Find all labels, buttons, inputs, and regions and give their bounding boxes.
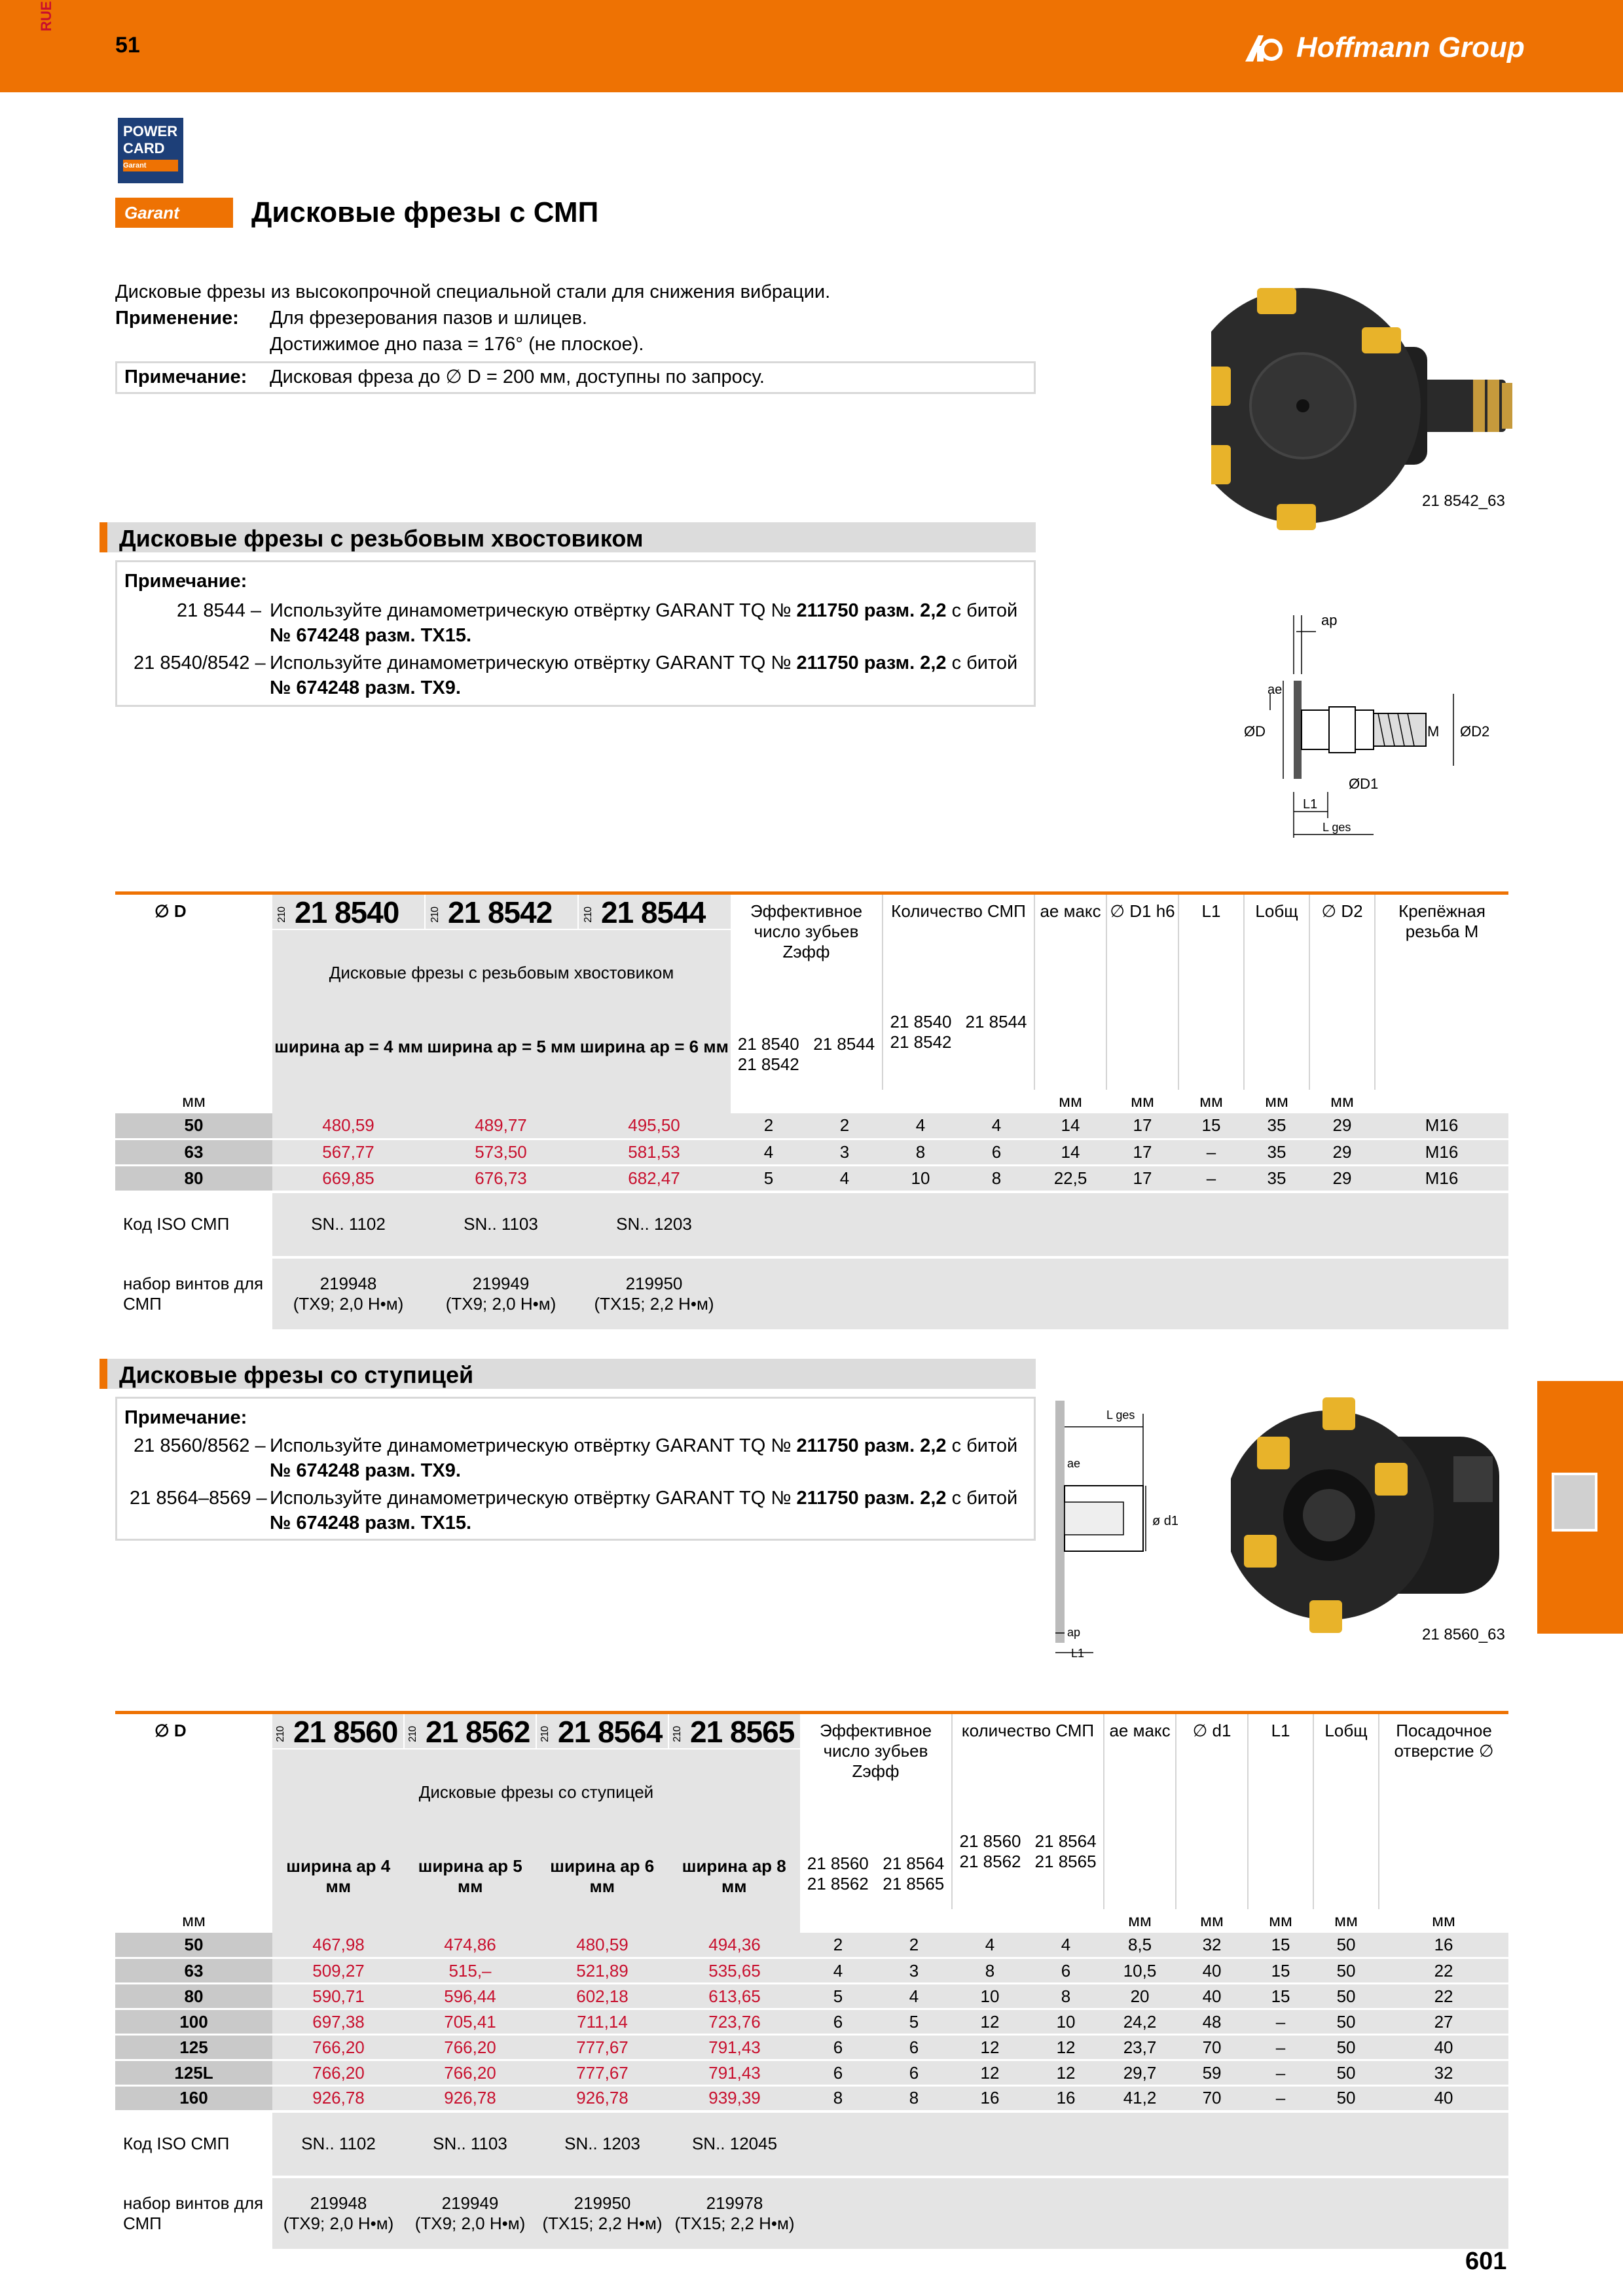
article-number[interactable]: 210 21 8544 [577,895,731,929]
cell: 5 [876,2009,952,2035]
note-text: с битой [951,1435,1018,1456]
iso-code: SN.. 1102 [301,2134,376,2153]
article-number[interactable]: 210 21 8564 [536,1714,668,1748]
brand-name: Hoffmann Group [1296,31,1525,63]
table2-inserts-header: количество СМП 21 8560 21 8564 21 8562 21 8565 [952,1713,1104,1909]
price-cell[interactable]: 766,20 [405,2035,536,2060]
cell: 32 [1379,2060,1508,2086]
cell: 2 [876,1933,952,1958]
section1-note-panel [115,560,1036,707]
hoffmann-group-logo[interactable] [1244,31,1525,64]
section2-header [100,1359,1036,1389]
table1-inserts-header: Количество СМП 21 8540 21 8544 21 8542 [883,893,1034,1090]
table-row [115,2009,1508,2035]
section2-title: Дисковые фрезы со ступицей [119,1361,474,1388]
cell: 2 [731,1113,807,1139]
cell: 22 [1379,1958,1508,1984]
section1-note1-line2: № 674248 разм. TX15. [270,625,472,646]
page-title: Дисковые фрезы с СМП [251,196,599,228]
table-row [115,1139,1508,1166]
price-cell[interactable]: 777,67 [536,2060,669,2086]
price-cell[interactable]: 676,73 [424,1166,577,1192]
power-card-badge [118,118,183,183]
cell: 70 [1176,2086,1248,2111]
cell: 5 [800,1984,876,2009]
cell: 6 [800,2060,876,2086]
screw-set[interactable]: 219949 (TX9; 2,0 Н•м) [445,1273,556,1314]
cell: 16 [1379,1933,1508,1958]
page-number-bottom: 601 [1465,2248,1507,2275]
price-cell[interactable]: 669,85 [272,1166,424,1192]
cell: 15 [1178,1113,1244,1139]
article-number[interactable]: 210 21 8542 [424,895,577,929]
page-number-top: 51 [115,33,140,58]
photo2-caption: 21 8560_63 [1422,1626,1505,1643]
svg-text:L1: L1 [1071,1647,1085,1660]
row-diameter: 80 [115,1166,272,1192]
cell: 32 [1176,1933,1248,1958]
table-row [115,1113,1508,1139]
svg-text:L ges: L ges [1322,821,1351,834]
cell: 4 [952,1933,1028,1958]
cell: 6 [800,2035,876,2060]
cell: 12 [1028,2035,1104,2060]
application-line2: Достижимое дно паза = 176° (не плоское). [270,334,644,355]
cell: 4 [807,1166,883,1192]
unit-label: мм [1131,1091,1154,1111]
cell: 2 [807,1113,883,1139]
cell: 12 [1028,2060,1104,2086]
table2-group-label: Дисковые фрезы со ступицей [418,1782,654,1802]
cell: 59 [1176,2060,1248,2086]
cell: 29 [1309,1166,1375,1192]
section1-title: Дисковые фрезы с резьбовым хвостовиком [119,525,644,552]
svg-text:ø d1: ø d1 [1152,1514,1179,1528]
price-cell[interactable]: 509,27 [272,1958,405,1984]
cell: 15 [1248,1958,1313,1984]
cell: 6 [800,2009,876,2035]
table1-d-header: ∅ D [115,893,272,1090]
svg-text:M: M [1427,723,1440,740]
cell: – [1248,2009,1313,2035]
cell: 23,7 [1104,2035,1176,2060]
iso-label: Код ISO СМП [115,1192,272,1257]
table1-d1-header: ∅ D1 h6 [1106,893,1178,1090]
cell: 16 [1028,2086,1104,2111]
table-threaded-cutters [115,891,1508,1329]
screw-label: набор винтов для СМП [115,2177,272,2249]
table-row [115,1166,1508,1192]
section-marker [100,522,107,552]
cell: 14 [1034,1139,1106,1166]
cell: 24,2 [1104,2009,1176,2035]
cell: 35 [1244,1113,1309,1139]
price-cell[interactable]: 777,67 [536,2035,669,2060]
svg-text:ØD1: ØD1 [1349,776,1379,792]
table-row [115,1984,1508,2009]
unit-label: мм [1265,1091,1288,1111]
price-cell[interactable]: 602,18 [536,1984,669,2009]
svg-text:ae: ae [1067,1457,1081,1470]
cell: 40 [1176,1958,1248,1984]
cell: – [1248,2060,1313,2086]
cell: 29 [1309,1113,1375,1139]
table2-lges-header: Lобщ [1313,1713,1379,1909]
note-bold: 211750 разм. 2,2 [796,1435,947,1456]
price-cell[interactable]: 926,78 [405,2086,536,2111]
price-cell[interactable]: 766,20 [405,2060,536,2086]
cell: 5 [731,1166,807,1192]
svg-text:L1: L1 [1303,797,1318,812]
svg-text:ØD2: ØD2 [1460,723,1490,740]
cell: 17 [1106,1113,1178,1139]
hoffmann-logo-icon [1244,33,1290,63]
table1-group-label: Дисковые фрезы с резьбовым хвостовиком [329,963,674,982]
iso-row [115,1192,1508,1257]
row-diameter: 125L [115,2060,272,2086]
price-cell[interactable]: 711,14 [536,2009,669,2035]
cell: – [1248,2035,1313,2060]
table-row [115,1958,1508,1984]
screw-set[interactable]: 219948 (TX9; 2,0 Н•м) [283,2193,394,2233]
price-cell[interactable]: 521,89 [536,1958,669,1984]
table1-article-group [272,893,731,1090]
section2-note1 [270,1433,1017,1458]
milling-chapter-icon [1552,1473,1597,1532]
unit-label: мм [1330,1091,1354,1111]
cell: 50 [1313,2009,1379,2035]
svg-text:ap: ap [1067,1626,1081,1639]
intro-text: Дисковые фрезы из высокопрочной специальной стали для снижения вибрации. [115,281,831,302]
section1-note2-line2: № 674248 разм. TX9. [270,677,461,698]
price-cell[interactable]: 590,71 [272,1984,405,2009]
table1-d2-header: ∅ D2 [1309,893,1375,1090]
width-label: ширина aр = 6 мм [579,1037,729,1056]
screw-set[interactable]: 219950 (TX15; 2,2 Н•м) [542,2193,663,2233]
row-diameter: 160 [115,2086,272,2111]
cell: 29 [1309,1139,1375,1166]
cell: 4 [958,1113,1034,1139]
language-code: RUE [38,1,54,31]
table1-ae-header: ae макс [1034,893,1106,1090]
cell: 4 [1028,1933,1104,1958]
width-label: ширина aр 8 мм [682,1856,786,1896]
table-row [115,2060,1508,2086]
table1-lges-header: Lобщ [1244,893,1309,1090]
price-cell[interactable]: 697,38 [272,2009,405,2035]
price-cell[interactable]: 573,50 [424,1139,577,1166]
section1-note1 [270,598,1017,623]
cell: 17 [1106,1166,1178,1192]
diagram-label-ap: ap [1321,612,1338,628]
power-card-line2: CARD [123,140,165,156]
table1-l1-header: L1 [1178,893,1244,1090]
note-text: Используйте динамометрическую отвёртку GARANT TQ № [270,600,792,621]
row-diameter: 125 [115,2035,272,2060]
table-row [115,2086,1508,2111]
note-text: Дисковая фреза до ∅ D = 200 мм, доступны по запросу. [270,367,765,387]
cell: 10 [952,1984,1028,2009]
price-cell[interactable]: 766,20 [272,2060,405,2086]
width-label: ширина aр = 4 мм [274,1037,424,1056]
width-label: ширина aр = 5 мм [427,1037,576,1056]
unit-label: мм [1059,1091,1082,1111]
article-number[interactable]: 210 21 8565 [668,1714,800,1748]
cell: 6 [958,1139,1034,1166]
cell: – [1248,2086,1313,2111]
section1-note2-code: 21 8540/8542 – [134,653,266,673]
row-diameter: 80 [115,1984,272,2009]
price-cell[interactable]: 494,36 [669,1933,800,1958]
section1-header [100,522,1036,552]
price-cell[interactable]: 613,65 [669,1984,800,2009]
article-number[interactable]: 210 21 8560 [275,1715,398,1749]
unit-label: мм [1269,1910,1292,1930]
screw-label: набор винтов для СМП [115,1257,272,1329]
section1-note1-code: 21 8544 – [177,600,262,621]
application-line1: Для фрезерования пазов и шлицев. [270,308,587,329]
price-cell[interactable]: 766,20 [272,2035,405,2060]
price-cell[interactable]: 467,98 [272,1933,405,1958]
width-label: ширина aр 4 мм [286,1856,391,1896]
cell: 2 [800,1933,876,1958]
table-row [115,2035,1508,2060]
price-cell[interactable]: 480,59 [536,1933,669,1958]
unit-label: мм [1200,1910,1224,1930]
iso-label: Код ISO СМП [115,2111,272,2177]
note-text: Используйте динамометрическую отвёртку GARANT TQ № [270,653,792,673]
table2-teeth-header: Эффективное число зубьев Zэфф 21 8560 21 8564 21 8562 21 8565 [800,1713,952,1909]
cell: 3 [807,1139,883,1166]
garant-logo: Garant [115,198,233,228]
table2-d1-header: ∅ d1 [1176,1713,1248,1909]
cell: 50 [1313,1984,1379,2009]
section2-note2-line2: № 674248 разм. TX15. [270,1513,472,1534]
cell: 50 [1313,1958,1379,1984]
table1-teeth-header: Эффективное число зубьев Zэфф 21 8540 21 8544 21 8542 [731,893,883,1090]
screw-set[interactable]: 219950 (TX15; 2,2 Н•м) [594,1273,714,1314]
note-label: Примечание: [124,367,247,387]
cell: M16 [1375,1139,1508,1166]
note-text: с битой [951,600,1018,621]
price-cell[interactable]: 567,77 [272,1139,424,1166]
screw-row [115,1257,1508,1329]
price-cell[interactable]: 926,78 [536,2086,669,2111]
table2-bore-header: Посадочное отверстие ∅ [1379,1713,1508,1909]
cell: M16 [1375,1166,1508,1192]
price-cell[interactable]: 926,78 [272,2086,405,2111]
cell: 17 [1106,1139,1178,1166]
cell: 20 [1104,1984,1176,2009]
cell: M16 [1375,1113,1508,1139]
cell: 22 [1379,1984,1508,2009]
screw-set[interactable]: 219948 (TX9; 2,0 Н•м) [293,1273,404,1314]
price-cell[interactable]: 474,86 [405,1933,536,1958]
cell: 8 [883,1139,958,1166]
cell: 4 [876,1984,952,2009]
section1-note2 [270,651,1017,675]
price-cell[interactable]: 791,43 [669,2035,800,2060]
cell: 14 [1034,1113,1106,1139]
cell: 4 [883,1113,958,1139]
iso-code: SN.. 1203 [564,2134,640,2153]
note-text: с битой [951,1488,1018,1509]
price-cell[interactable]: 489,77 [424,1113,577,1139]
cell: 12 [952,2009,1028,2035]
cell: 29,7 [1104,2060,1176,2086]
section1-note-label: Примечание: [124,571,247,592]
note-bold: 211750 разм. 2,2 [796,653,947,673]
cell: – [1178,1139,1244,1166]
price-cell[interactable]: 596,44 [405,1984,536,2009]
width-label: ширина aр 6 мм [550,1856,655,1896]
product-photo-hub [1231,1384,1512,1659]
iso-code: SN.. 1103 [433,2134,507,2153]
cell: 10 [883,1166,958,1192]
unit-label: мм [1334,1910,1358,1930]
article-number[interactable]: 210 21 8540 [276,895,399,929]
price-cell[interactable]: 480,59 [272,1113,424,1139]
cell: 50 [1313,2086,1379,2111]
application-label: Применение: [115,308,239,329]
cell: 40 [1379,2035,1508,2060]
cell: 22,5 [1034,1166,1106,1192]
photo1-caption: 21 8542_63 [1422,492,1505,510]
dimension-diagram-threaded [1231,596,1506,844]
unit-label: мм [182,1091,206,1111]
cell: 10,5 [1104,1958,1176,1984]
power-card-sub: Garant [123,160,178,171]
price-cell[interactable]: 791,43 [669,2060,800,2086]
cell: 41,2 [1104,2086,1176,2111]
cell: 12 [952,2060,1028,2086]
cell: – [1178,1166,1244,1192]
cell: 8 [800,2086,876,2111]
cell: 70 [1176,2035,1248,2060]
table1-thread-header: Крепёжная резьба M [1375,893,1508,1090]
price-cell[interactable]: 682,47 [577,1166,731,1192]
section2-note-panel [115,1397,1036,1541]
iso-code: SN.. 1102 [311,1214,386,1234]
section2-note-label: Примечание: [124,1407,247,1428]
cell: 40 [1176,1984,1248,2009]
dimension-diagram-hub [1041,1388,1224,1662]
table2-d-header: ∅ D [115,1713,272,1909]
table2-ae-header: ae макс [1104,1713,1176,1909]
unit-label: мм [182,1910,206,1930]
price-cell[interactable]: 705,41 [405,2009,536,2035]
price-cell[interactable]: 495,50 [577,1113,731,1139]
note-bold: 211750 разм. 2,2 [796,1488,947,1509]
iso-code: SN.. 1103 [464,1214,538,1234]
cell: 6 [876,2060,952,2086]
iso-code: SN.. 1203 [616,1214,692,1234]
cell: 8 [952,1958,1028,1984]
price-cell[interactable]: 723,76 [669,2009,800,2035]
cell: 6 [1028,1958,1104,1984]
cell: 3 [876,1958,952,1984]
row-diameter: 50 [115,1933,272,1958]
screw-set[interactable]: 219978 (TX15; 2,2 Н•м) [674,2193,795,2233]
row-diameter: 63 [115,1139,272,1166]
unit-label: мм [1128,1910,1152,1930]
cell: 40 [1379,2086,1508,2111]
price-cell[interactable]: 515,– [405,1958,536,1984]
unit-label: мм [1432,1910,1455,1930]
note-text: с битой [951,653,1018,673]
svg-text:ae: ae [1267,683,1283,697]
table2-article-group [272,1713,800,1909]
section2-note1-code: 21 8560/8562 – [134,1435,266,1456]
screw-set[interactable]: 219949 (TX9; 2,0 Н•м) [414,2193,526,2233]
note-text: Используйте динамометрическую отвёртку GARANT TQ № [270,1435,792,1456]
svg-text:ØD: ØD [1244,723,1266,740]
article-number[interactable]: 210 21 8562 [403,1714,536,1748]
note-bold: 211750 разм. 2,2 [796,600,947,621]
section2-note2 [270,1486,1017,1511]
power-card-line1: POWER [123,123,178,139]
cell: 50 [1313,1933,1379,1958]
section-marker [100,1359,107,1389]
row-diameter: 50 [115,1113,272,1139]
svg-text:L ges: L ges [1106,1408,1135,1422]
table2-l1-header: L1 [1248,1713,1313,1909]
screw-row [115,2177,1508,2249]
cell: 50 [1313,2060,1379,2086]
cell: 8,5 [1104,1933,1176,1958]
cell: 4 [800,1958,876,1984]
section2-note2-code: 21 8564–8569 – [130,1488,267,1509]
cell: 4 [731,1139,807,1166]
cell: 8 [958,1166,1034,1192]
row-diameter: 100 [115,2009,272,2035]
cell: 48 [1176,2009,1248,2035]
unit-label: мм [1199,1091,1223,1111]
cell: 12 [952,2035,1028,2060]
note-text: Используйте динамометрическую отвёртку GARANT TQ № [270,1488,792,1509]
table-hub-cutters [115,1711,1508,2249]
row-diameter: 63 [115,1958,272,1984]
iso-row [115,2111,1508,2177]
cell: 27 [1379,2009,1508,2035]
cell: 35 [1244,1139,1309,1166]
cell: 15 [1248,1933,1313,1958]
cell: 8 [1028,1984,1104,2009]
cell: 35 [1244,1166,1309,1192]
price-cell[interactable]: 939,39 [669,2086,800,2111]
cell: 8 [876,2086,952,2111]
price-cell[interactable]: 535,65 [669,1958,800,1984]
section2-note1-line2: № 674248 разм. TX9. [270,1460,461,1481]
cell: 6 [876,2035,952,2060]
width-label: ширина aр 5 мм [418,1856,522,1896]
table-row [115,1933,1508,1958]
iso-code: SN.. 12045 [691,2134,778,2153]
cell: 16 [952,2086,1028,2111]
price-cell[interactable]: 581,53 [577,1139,731,1166]
cell: 10 [1028,2009,1104,2035]
cell: 15 [1248,1984,1313,2009]
cell: 50 [1313,2035,1379,2060]
